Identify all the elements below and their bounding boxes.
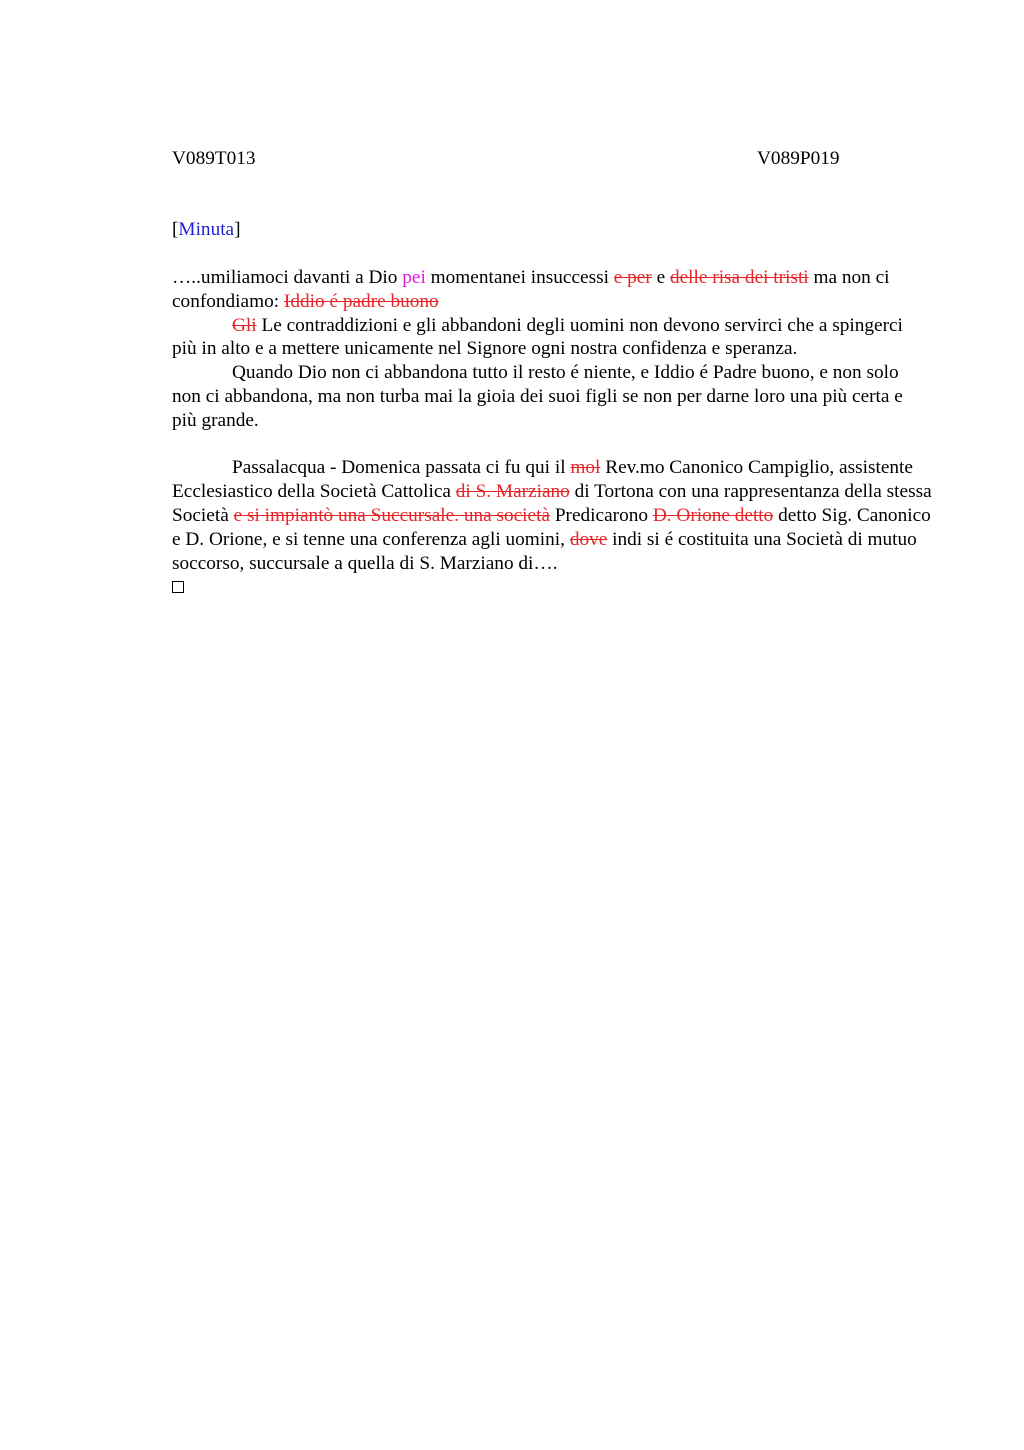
text-run: Quando Dio non ci abbandona tutto il resto é niente, e Iddio é Padre buono, e non solo non ci abbandona, ma non turba mai la gioia dei suoi figli se non per darne loro una più certa e più grande.: [172, 362, 903, 431]
inserted-text: pei: [402, 267, 426, 288]
deleted-text: e si impiantò una Succursale. una società: [233, 504, 551, 526]
deleted-text: mol: [570, 457, 601, 479]
label-close-bracket: ]: [234, 219, 241, 240]
paragraph-3: [172, 361, 932, 432]
paragraph-2: [172, 314, 932, 362]
paragraph-4: [172, 456, 932, 575]
square-box-icon: [172, 581, 184, 593]
document-type-label: [172, 218, 241, 242]
text-run: Passalacqua - Domenica passata ci fu qui il: [232, 457, 571, 479]
end-marker-line: [172, 575, 932, 600]
deleted-text: dove: [569, 528, 608, 550]
text-run: detto Sig. Canonico e D. Orione, e si tenne una conferenza agli uomini,: [172, 504, 931, 550]
label-text: Minuta: [178, 219, 235, 240]
text-run: Predicarono: [550, 504, 653, 526]
text-run: momentanei insuccessi: [425, 267, 614, 288]
document-code-left: V089T013: [172, 148, 256, 169]
text-run: di Tortona con una rappresentanza della stessa Società: [172, 481, 932, 526]
deleted-text: delle risa dei tristi: [669, 267, 809, 288]
deleted-text: Gli: [232, 314, 257, 336]
text-run: Le contraddizioni e gli abbandoni degli uomini non devono servirci che a spingerci più in alto e a mettere unicamente nel Signore ogni nostra confidenza e speranza.: [172, 314, 903, 360]
text-run: indi si é costituita una Società di mutuo soccorso, succursale a quella di S. Marziano di….: [172, 528, 917, 574]
text-run: …..umiliamoci davanti a Dio: [172, 267, 403, 288]
document-code-right: V089P019: [757, 148, 840, 169]
document-body: [172, 266, 932, 600]
deleted-text: Iddio é padre buono: [283, 290, 439, 312]
deleted-text: di S. Marziano: [455, 481, 570, 503]
deleted-text: e per: [613, 267, 652, 288]
deleted-text: D. Orione detto: [652, 504, 774, 526]
label-open-bracket: [: [172, 219, 179, 240]
text-run: e: [651, 267, 670, 288]
paragraph-1: [172, 266, 932, 314]
text-run: ma non ci confondiamo:: [172, 267, 890, 312]
text-run: Rev.mo Canonico Campiglio, assistente Ecclesiastico della Società Cattolica: [172, 457, 913, 503]
